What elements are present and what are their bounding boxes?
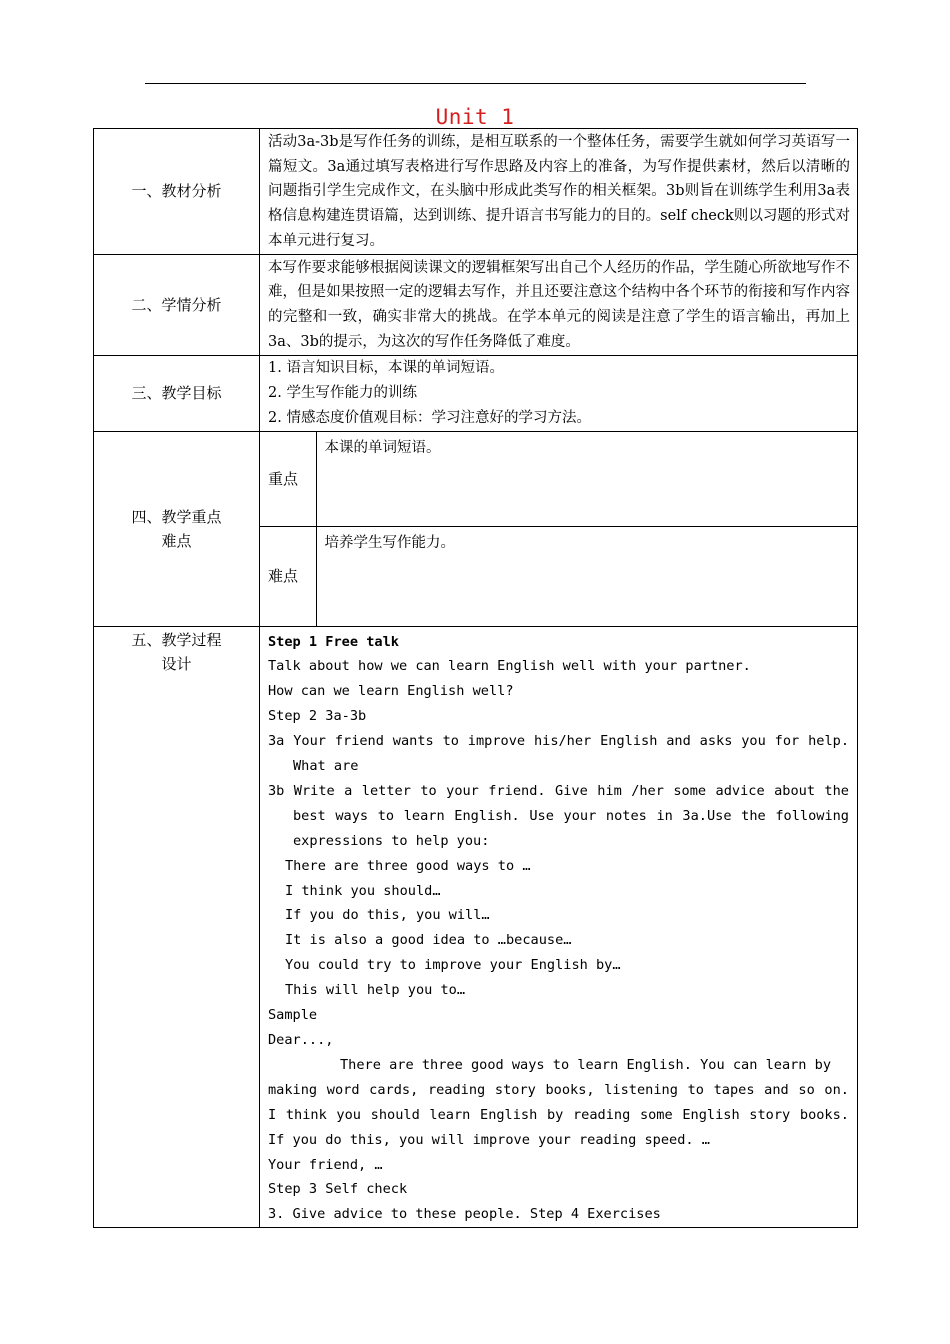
label-key-points-line2: 难点 bbox=[161, 531, 192, 550]
goal-item: 2. 学生写作能力的训练 bbox=[268, 384, 417, 401]
expression-line: It is also a good idea to …because… bbox=[285, 932, 572, 949]
expression-line: There are three good ways to … bbox=[285, 857, 531, 874]
step2-3b-text: 3b Write a letter to your friend. Give him /her some advice about the best ways to learn English. Use your notes in 3a.Use the following expressions to help you: bbox=[268, 782, 849, 849]
content-teaching-goals bbox=[260, 355, 858, 431]
label-process-line2: 设计 bbox=[161, 654, 192, 673]
content-key: 本课的单词短语。 bbox=[316, 432, 858, 527]
content-textbook-analysis: 活动3a-3b是写作任务的训练，是相互联系的一个整体任务，需要学生就如何学习英语写一篇短文。3a通过填写表格进行写作思路及内容上的准备，为写作提供素材，然后以清晰的问题指引学生完成作文，在头脑中形成此类写作的相关框架。3b则旨在训练学生利用3a表格信息构建连贯语篇，达到训练、提升语言书写能力的目的。self check则以习题的形式对本单元进行复习。 bbox=[260, 129, 858, 255]
key-points-subtable bbox=[260, 432, 858, 626]
step1-line: How can we learn English well? bbox=[268, 683, 514, 700]
step3-title: Step 3 Self check bbox=[268, 1181, 408, 1198]
sample-label: Sample bbox=[268, 1007, 318, 1024]
step3-line: 3. Give advice to these people. Step 4 Exercises bbox=[268, 1206, 661, 1223]
row-key-points bbox=[94, 431, 858, 626]
label-teaching-process bbox=[94, 626, 260, 1228]
label-teaching-goals: 三、教学目标 bbox=[94, 355, 260, 431]
label-key-points-line1: 四、教学重点 bbox=[131, 507, 222, 526]
expression-line: If you do this, you will… bbox=[285, 907, 490, 924]
expression-line: You could try to improve your English by… bbox=[285, 957, 621, 974]
row-student-analysis bbox=[94, 254, 858, 355]
content-teaching-process bbox=[260, 626, 858, 1228]
content-student-analysis: 本写作要求能够根据阅读课文的逻辑框架写出自己个人经历的作品，学生随心所欲地写作不难，但是如果按照一定的逻辑去写作，并且还要注意这个结构中各个环节的衔接和写作内容的完整和一致，确实非常大的挑战。在学本单元的阅读是注意了学生的语言输出，再加上3a、3b的提示，为这次的写作任务降低了难度。 bbox=[260, 254, 858, 355]
page-title: Unit 1 bbox=[435, 105, 515, 129]
key-points-cell bbox=[260, 431, 858, 626]
row-teaching-goals bbox=[94, 355, 858, 431]
content-difficulty: 培养学生写作能力。 bbox=[316, 527, 858, 626]
step2-title: Step 2 3a-3b bbox=[268, 708, 367, 725]
lesson-plan-table bbox=[93, 128, 858, 1228]
row-textbook-analysis bbox=[94, 129, 858, 255]
row-teaching-process bbox=[94, 626, 858, 1228]
header-rule bbox=[145, 83, 806, 84]
label-key-points bbox=[94, 431, 260, 626]
goal-item: 1. 语言知识目标，本课的单词短语。 bbox=[268, 359, 504, 376]
sample-body: making word cards, reading story books, listening to tapes and so on. I think you should learn English by reading some English story books. If you do this, you will improve your reading speed. … bbox=[268, 1081, 849, 1148]
step2-3a-text: 3a Your friend wants to improve his/her English and asks you for help. What are bbox=[268, 733, 849, 775]
sample-paragraph bbox=[268, 1053, 849, 1153]
label-key: 重点 bbox=[260, 432, 316, 527]
label-textbook-analysis: 一、教材分析 bbox=[94, 129, 260, 255]
step1-line: Talk about how we can learn English well with your partner. bbox=[268, 658, 751, 675]
label-process-line1: 五、教学过程 bbox=[131, 630, 222, 649]
step1-title: Step 1 Free talk bbox=[268, 633, 399, 650]
sample-first-line: There are three good ways to learn English. You can learn by bbox=[340, 1056, 832, 1073]
expression-line: I think you should… bbox=[285, 882, 441, 899]
label-difficulty: 难点 bbox=[260, 527, 316, 626]
letter-closing: Your friend, … bbox=[268, 1156, 383, 1173]
letter-greeting: Dear..., bbox=[268, 1032, 334, 1049]
label-student-analysis: 二、学情分析 bbox=[94, 254, 260, 355]
expression-line: This will help you to… bbox=[285, 982, 466, 999]
goal-item: 2. 情感态度价值观目标：学习注意好的学习方法。 bbox=[268, 409, 591, 426]
